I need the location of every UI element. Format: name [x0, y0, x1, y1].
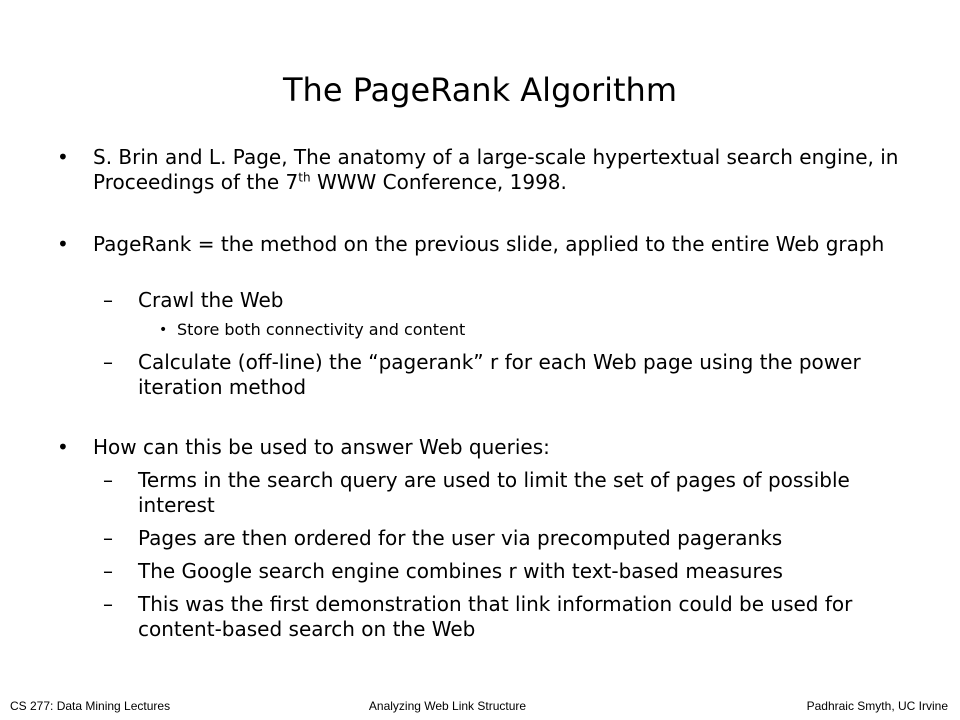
dash-marker: –	[103, 288, 113, 312]
citation-superscript: th	[298, 170, 311, 185]
bullet-marker: •	[57, 232, 69, 256]
web-queries-text: How can this be used to answer Web queries:	[93, 435, 550, 459]
bullet-marker: •	[57, 435, 69, 459]
sub-sub-item-store	[159, 320, 897, 340]
sub-item-text: This was the first demonstration that link information could be used for content-based search on the Web	[138, 592, 853, 641]
sub-item-crawl	[103, 288, 913, 313]
bullet-pagerank-definition	[57, 232, 913, 257]
slide-title: The PageRank Algorithm	[283, 71, 677, 109]
sub-item-text: The Google search engine combines r with text-based measures	[138, 559, 783, 583]
sub-item-calculate	[103, 350, 913, 400]
pagerank-definition-text: PageRank = the method on the previous slide, applied to the entire Web graph	[93, 232, 885, 256]
sub-sub-item-text: Store both connectivity and content	[177, 320, 466, 339]
sub-item-terms	[103, 468, 913, 518]
dash-marker: –	[103, 592, 113, 616]
citation-text-end: WWW Conference, 1998.	[310, 170, 567, 194]
bullet-marker: •	[57, 145, 69, 169]
dash-marker: –	[103, 559, 113, 583]
footer-topic: Analyzing Web Link Structure	[368, 699, 527, 713]
sub-item-google	[103, 559, 913, 584]
sub-item-text: Terms in the search query are used to limit the set of pages of possible interest	[138, 468, 850, 517]
sub-item-ordered	[103, 526, 913, 551]
footer-course: CS 277: Data Mining Lectures	[10, 699, 171, 713]
citation-text: S. Brin and L. Page, The anatomy of a large-scale hypertextual search engine, in Proceedings of the 7	[93, 145, 899, 194]
bullet-web-queries	[57, 435, 913, 460]
sub-item-text: Pages are then ordered for the user via precomputed pageranks	[138, 526, 783, 550]
dash-marker: –	[103, 468, 113, 492]
dash-marker: –	[103, 526, 113, 550]
sub-item-first-demo	[103, 592, 913, 642]
bullet-marker: •	[159, 322, 168, 338]
sub-item-text: Calculate (off-line) the “pagerank” r for each Web page using the power iteration method	[138, 350, 861, 399]
footer-author: Padhraic Smyth, UC Irvine	[806, 699, 948, 713]
bullet-citation	[57, 145, 913, 195]
dash-marker: –	[103, 350, 113, 374]
sub-item-text: Crawl the Web	[138, 288, 284, 312]
